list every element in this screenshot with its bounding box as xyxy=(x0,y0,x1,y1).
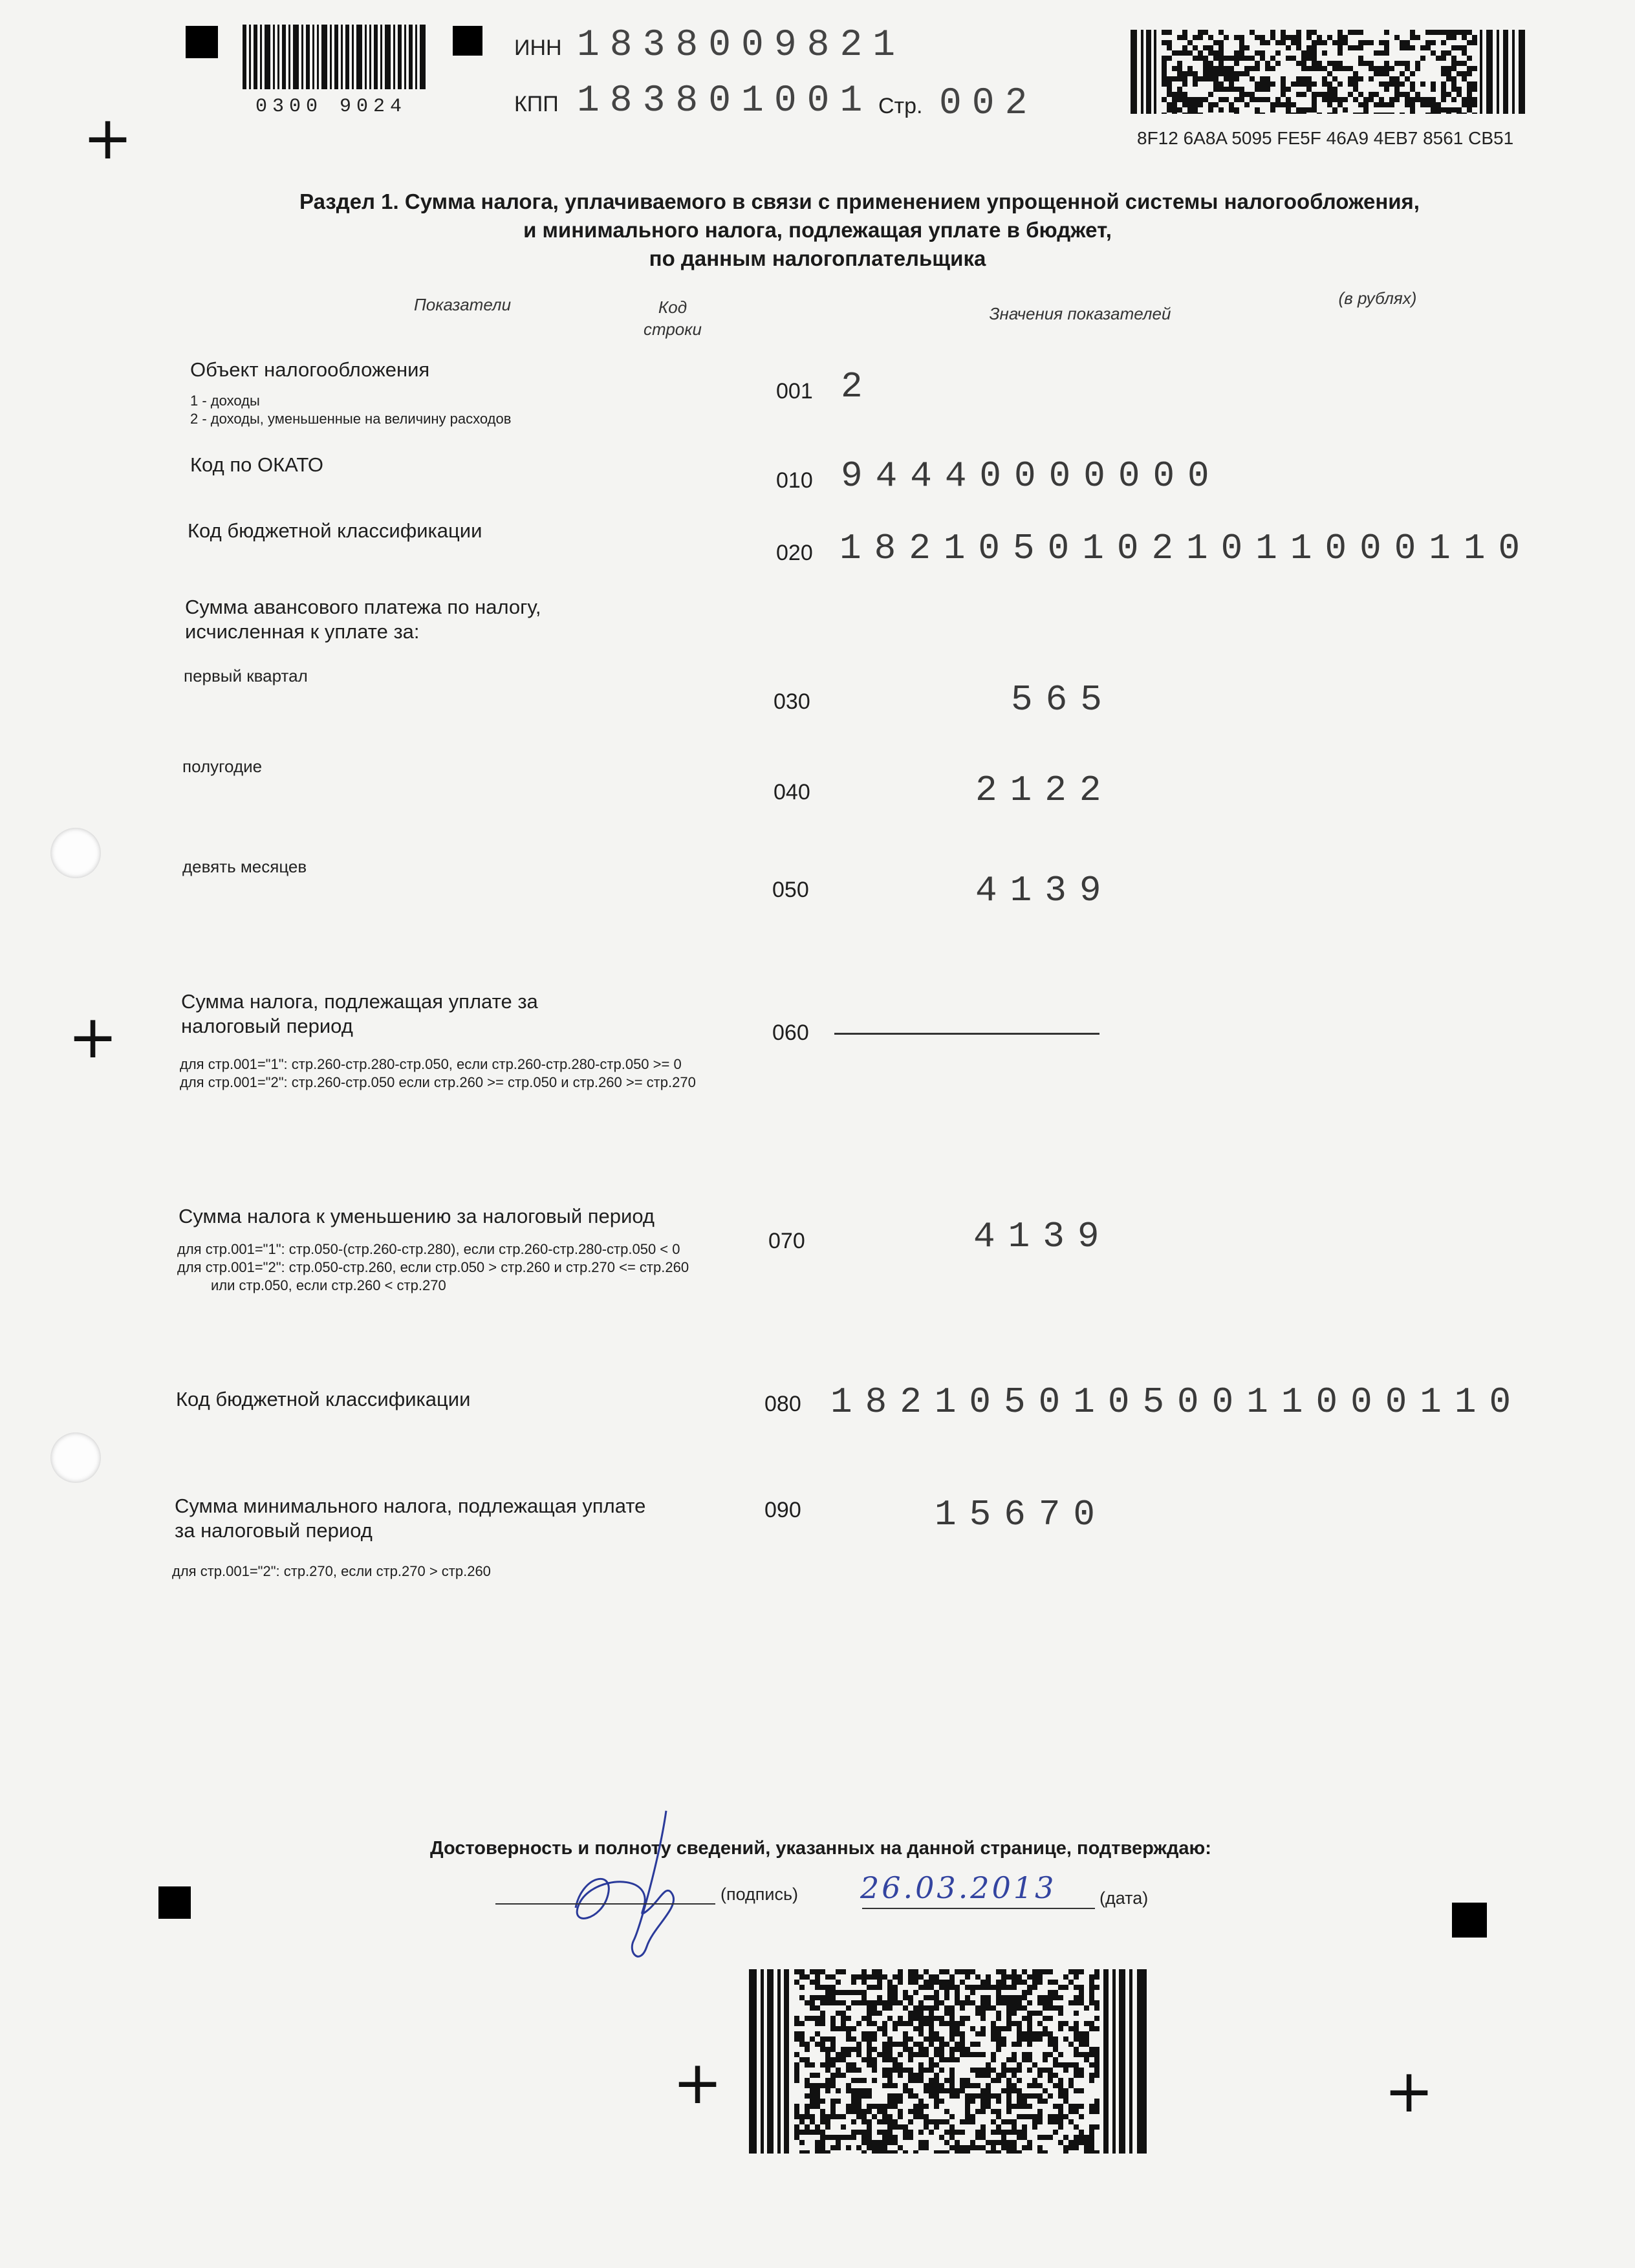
signature-line xyxy=(495,1903,715,1905)
row-070-label: Сумма налога к уменьшению за налоговый период xyxy=(179,1205,655,1227)
row-070-note1: для стр.001="1": стр.050-(стр.260-стр.280), если стр.260-стр.280-стр.050 < 0 xyxy=(177,1241,680,1257)
row-020-code: 020 xyxy=(776,541,813,565)
barcode-1d xyxy=(243,25,430,89)
row-060-code: 060 xyxy=(772,1021,809,1045)
row-060-note1: для стр.001="1": стр.260-стр.280-стр.050, если стр.260-стр.280-стр.050 >= 0 xyxy=(180,1056,682,1072)
page-value: 002 xyxy=(939,83,1038,125)
section-title-line3: по данным налогоплательщика xyxy=(649,246,986,270)
kpp-value: 183801001 xyxy=(577,80,873,122)
hash-code: 8F12 6A8A 5095 FE5F 46A9 4EB7 8561 CB51 xyxy=(1137,128,1514,148)
row-050-label: девять месяцев xyxy=(182,857,307,876)
crosshair-mark: + xyxy=(68,1002,118,1072)
row-070-code: 070 xyxy=(768,1229,805,1253)
row-060-label-line1: Сумма налога, подлежащая уплате за xyxy=(181,990,538,1013)
inn-value: 1838009821 xyxy=(577,25,906,67)
row-090-label xyxy=(175,1494,645,1543)
registration-mark xyxy=(158,1886,191,1919)
crosshair-mark: + xyxy=(1384,2057,1435,2126)
row-090-label-line2: за налоговый период xyxy=(175,1519,373,1542)
row-060-label xyxy=(181,989,538,1039)
registration-mark xyxy=(186,26,218,58)
row-040-value: 2122 xyxy=(975,770,1114,811)
row-010-value: 94440000000 xyxy=(841,455,1222,497)
row-020-value: 18210501021011000110 xyxy=(839,528,1533,569)
row-010-code: 010 xyxy=(776,468,813,493)
crosshair-mark: + xyxy=(673,2048,723,2117)
row-020-label: Код бюджетной классификации xyxy=(188,519,482,542)
row-090-code: 090 xyxy=(764,1498,801,1522)
column-code-line2: строки xyxy=(643,319,702,339)
registration-mark xyxy=(1452,1903,1487,1938)
row-030-label: первый квартал xyxy=(184,666,308,686)
row-010-label: Код по ОКАТО xyxy=(190,453,324,476)
row-040-label: полугодие xyxy=(182,757,263,776)
row-030-value: 565 xyxy=(1011,679,1115,720)
punch-hole xyxy=(50,1432,101,1483)
kpp-label: КПП xyxy=(514,92,559,116)
page-label: Стр. xyxy=(878,94,923,118)
punch-hole xyxy=(50,828,101,878)
date-line xyxy=(862,1908,1095,1909)
row-001-note1: 1 - доходы xyxy=(190,393,260,409)
row-001-note2: 2 - доходы, уменьшенные на величину расходов xyxy=(190,411,512,427)
advance-heading xyxy=(185,595,541,644)
row-080-label: Код бюджетной классификации xyxy=(176,1388,471,1410)
crosshair-mark: + xyxy=(83,103,133,173)
row-001-label: Объект налогообложения xyxy=(190,358,430,381)
row-001-value: 2 xyxy=(841,366,876,407)
column-indicators: Показатели xyxy=(413,295,512,314)
column-code xyxy=(621,296,724,340)
row-060-dash-line xyxy=(834,1033,1099,1035)
row-030-code: 030 xyxy=(774,689,810,714)
column-values: Значения показателей xyxy=(989,304,1171,323)
column-currency: (в рублях) xyxy=(1338,288,1417,308)
advance-heading-line2: исчисленная к уплате за: xyxy=(185,620,420,643)
row-070-note3: или стр.050, если стр.260 < стр.270 xyxy=(211,1277,446,1293)
confirmation-text: Достоверность и полноту сведений, указанных на данной странице, подтверждаю: xyxy=(430,1838,1211,1859)
row-060-label-line2: налоговый период xyxy=(181,1015,353,1037)
column-code-line1: Код xyxy=(658,297,688,317)
row-060-note2: для стр.001="2": стр.260-стр.050 если стр.260 >= стр.050 и стр.260 >= стр.270 xyxy=(180,1074,696,1090)
signature xyxy=(556,1798,705,1972)
row-050-code: 050 xyxy=(772,878,809,902)
row-040-code: 040 xyxy=(774,780,810,805)
date-label: (дата) xyxy=(1099,1888,1149,1908)
advance-heading-line1: Сумма авансового платежа по налогу, xyxy=(185,596,541,618)
row-080-value: 18210501050011000110 xyxy=(830,1381,1524,1423)
row-090-label-line1: Сумма минимального налога, подлежащая уплате xyxy=(175,1495,646,1517)
row-080-code: 080 xyxy=(764,1392,801,1416)
row-070-note2: для стр.001="2": стр.050-стр.260, если стр.050 > стр.260 и стр.270 <= стр.260 xyxy=(177,1259,689,1275)
row-090-value: 15670 xyxy=(935,1494,1109,1535)
section-title-line2: и минимального налога, подлежащая уплате в бюджет, xyxy=(523,218,1112,242)
signature-label: (подпись) xyxy=(720,1885,799,1904)
row-001-code: 001 xyxy=(776,379,813,404)
section-title-line1: Раздел 1. Сумма налога, уплачиваемого в связи с применением упрощенной системы налогообложения, xyxy=(299,189,1420,213)
barcode-2d-top xyxy=(1131,30,1525,114)
row-070-value: 4139 xyxy=(973,1216,1112,1257)
inn-label: ИНН xyxy=(514,36,562,60)
date-value: 26.03.2013 xyxy=(860,1870,1057,1905)
registration-mark xyxy=(453,26,482,56)
row-050-value: 4139 xyxy=(975,870,1114,911)
section-title xyxy=(0,188,1635,273)
barcode-number: 0300 9024 xyxy=(255,96,407,118)
barcode-2d-bottom xyxy=(749,1969,1147,2154)
row-090-note: для стр.001="2": стр.270, если стр.270 > стр.260 xyxy=(172,1563,491,1579)
